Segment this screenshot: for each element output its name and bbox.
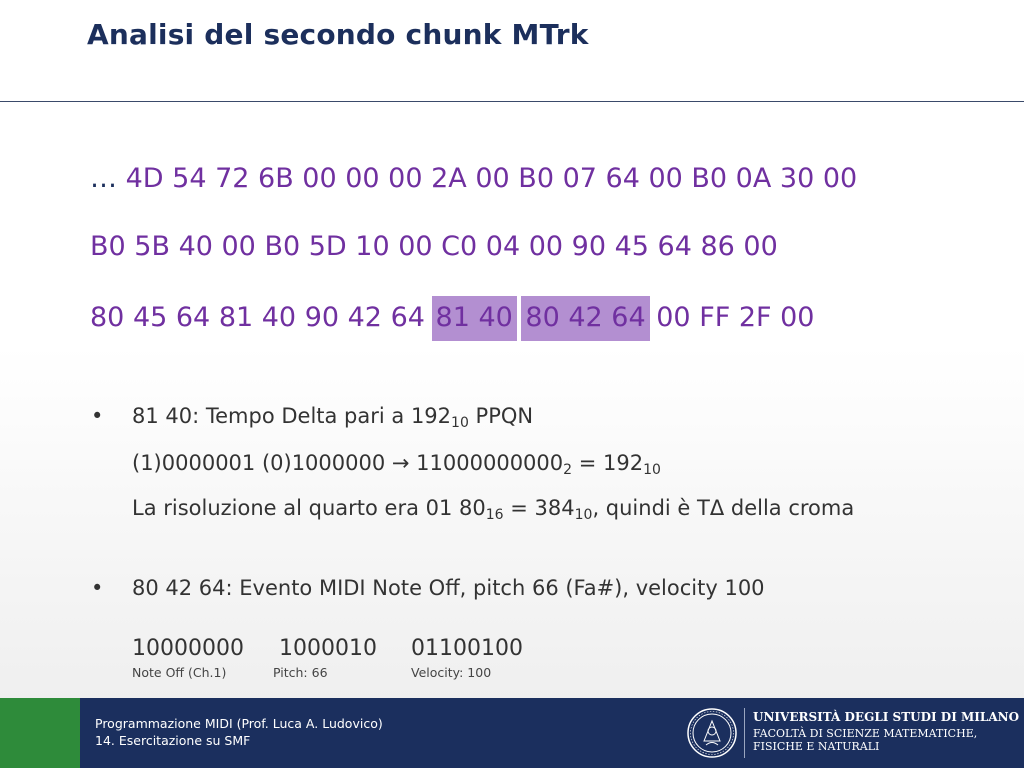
bits-status: 10000000 [132,636,244,661]
bullet-2-line-1: 80 42 64: Evento MIDI Note Off, pitch 66 (Fa#), velocity 100 [132,576,765,600]
bullet-1-line-3-text: La risoluzione al quarto era 01 80 [132,496,486,520]
bullet-2-marker: • [91,576,104,600]
hex-highlight-delta: 81 40 [432,296,517,341]
footer-lesson: 14. Esercitazione su SMF [95,733,251,748]
footer-course: Programmazione MIDI (Prof. Luca A. Ludovico) [95,716,383,731]
footer-accent-block [0,698,80,768]
bullet-1-line-3-sub-2: 10 [574,507,593,523]
bullet-1-line-1-sub: 10 [451,415,469,431]
bullet-1-line-1-suffix: PPQN [468,404,534,428]
bits-pitch: 1000010 [279,636,377,661]
bullet-1-line-2-mid: = 192 [572,451,644,475]
bits-velocity-label: Velocity: 100 [411,665,492,680]
logo-divider [744,708,745,758]
hex-line-3-start: 80 45 64 81 40 90 42 64 [90,302,425,333]
hex-line-3-end: 00 FF 2F 00 [656,302,815,333]
faculty-line-1: FACOLTÀ DI SCIENZE MATEMATICHE, [753,727,978,740]
bullet-1-line-3-end: , quindi è TΔ della croma [592,496,855,520]
bullet-1-line-2 [132,451,661,478]
hex-line-3 [90,302,814,333]
bullet-1-line-2-sub-1: 2 [563,462,573,478]
hex-ellipsis: … [90,163,117,194]
bits-velocity: 01100100 [411,636,523,661]
university-seal-icon [686,707,738,759]
university-name: UNIVERSITÀ DEGLI STUDI DI MILANO [753,710,1020,724]
bullet-1-line-2-text: (1)0000001 (0)1000000 → 11000000000 [132,451,564,475]
bits-pitch-label: Pitch: 66 [273,665,328,680]
hex-line-1-bytes: 4D 54 72 6B 00 00 00 2A 00 B0 07 64 00 B0 0A 30 00 [125,163,858,194]
hex-line-1 [90,163,857,194]
footer-bar [0,698,1024,768]
slide-title: Analisi del secondo chunk MTrk [87,18,589,51]
bullet-1-line-1 [132,404,533,431]
bullet-1-line-3-sub-1: 16 [485,507,504,523]
title-divider [0,101,1024,102]
faculty-line-2: FISICHE E NATURALI [753,740,880,753]
hex-highlight-note-off: 80 42 64 [521,296,649,341]
bullet-1-line-2-sub-2: 10 [643,462,661,478]
bullet-1-line-3 [132,496,854,523]
bullet-1-line-1-text: 81 40: Tempo Delta pari a 192 [132,404,452,428]
bits-status-label: Note Off (Ch.1) [132,665,227,680]
bullet-1-marker: • [91,404,104,428]
bullet-1-line-3-mid: = 384 [503,496,575,520]
hex-line-2: B0 5B 40 00 B0 5D 10 00 C0 04 00 90 45 64 86 00 [90,231,778,262]
